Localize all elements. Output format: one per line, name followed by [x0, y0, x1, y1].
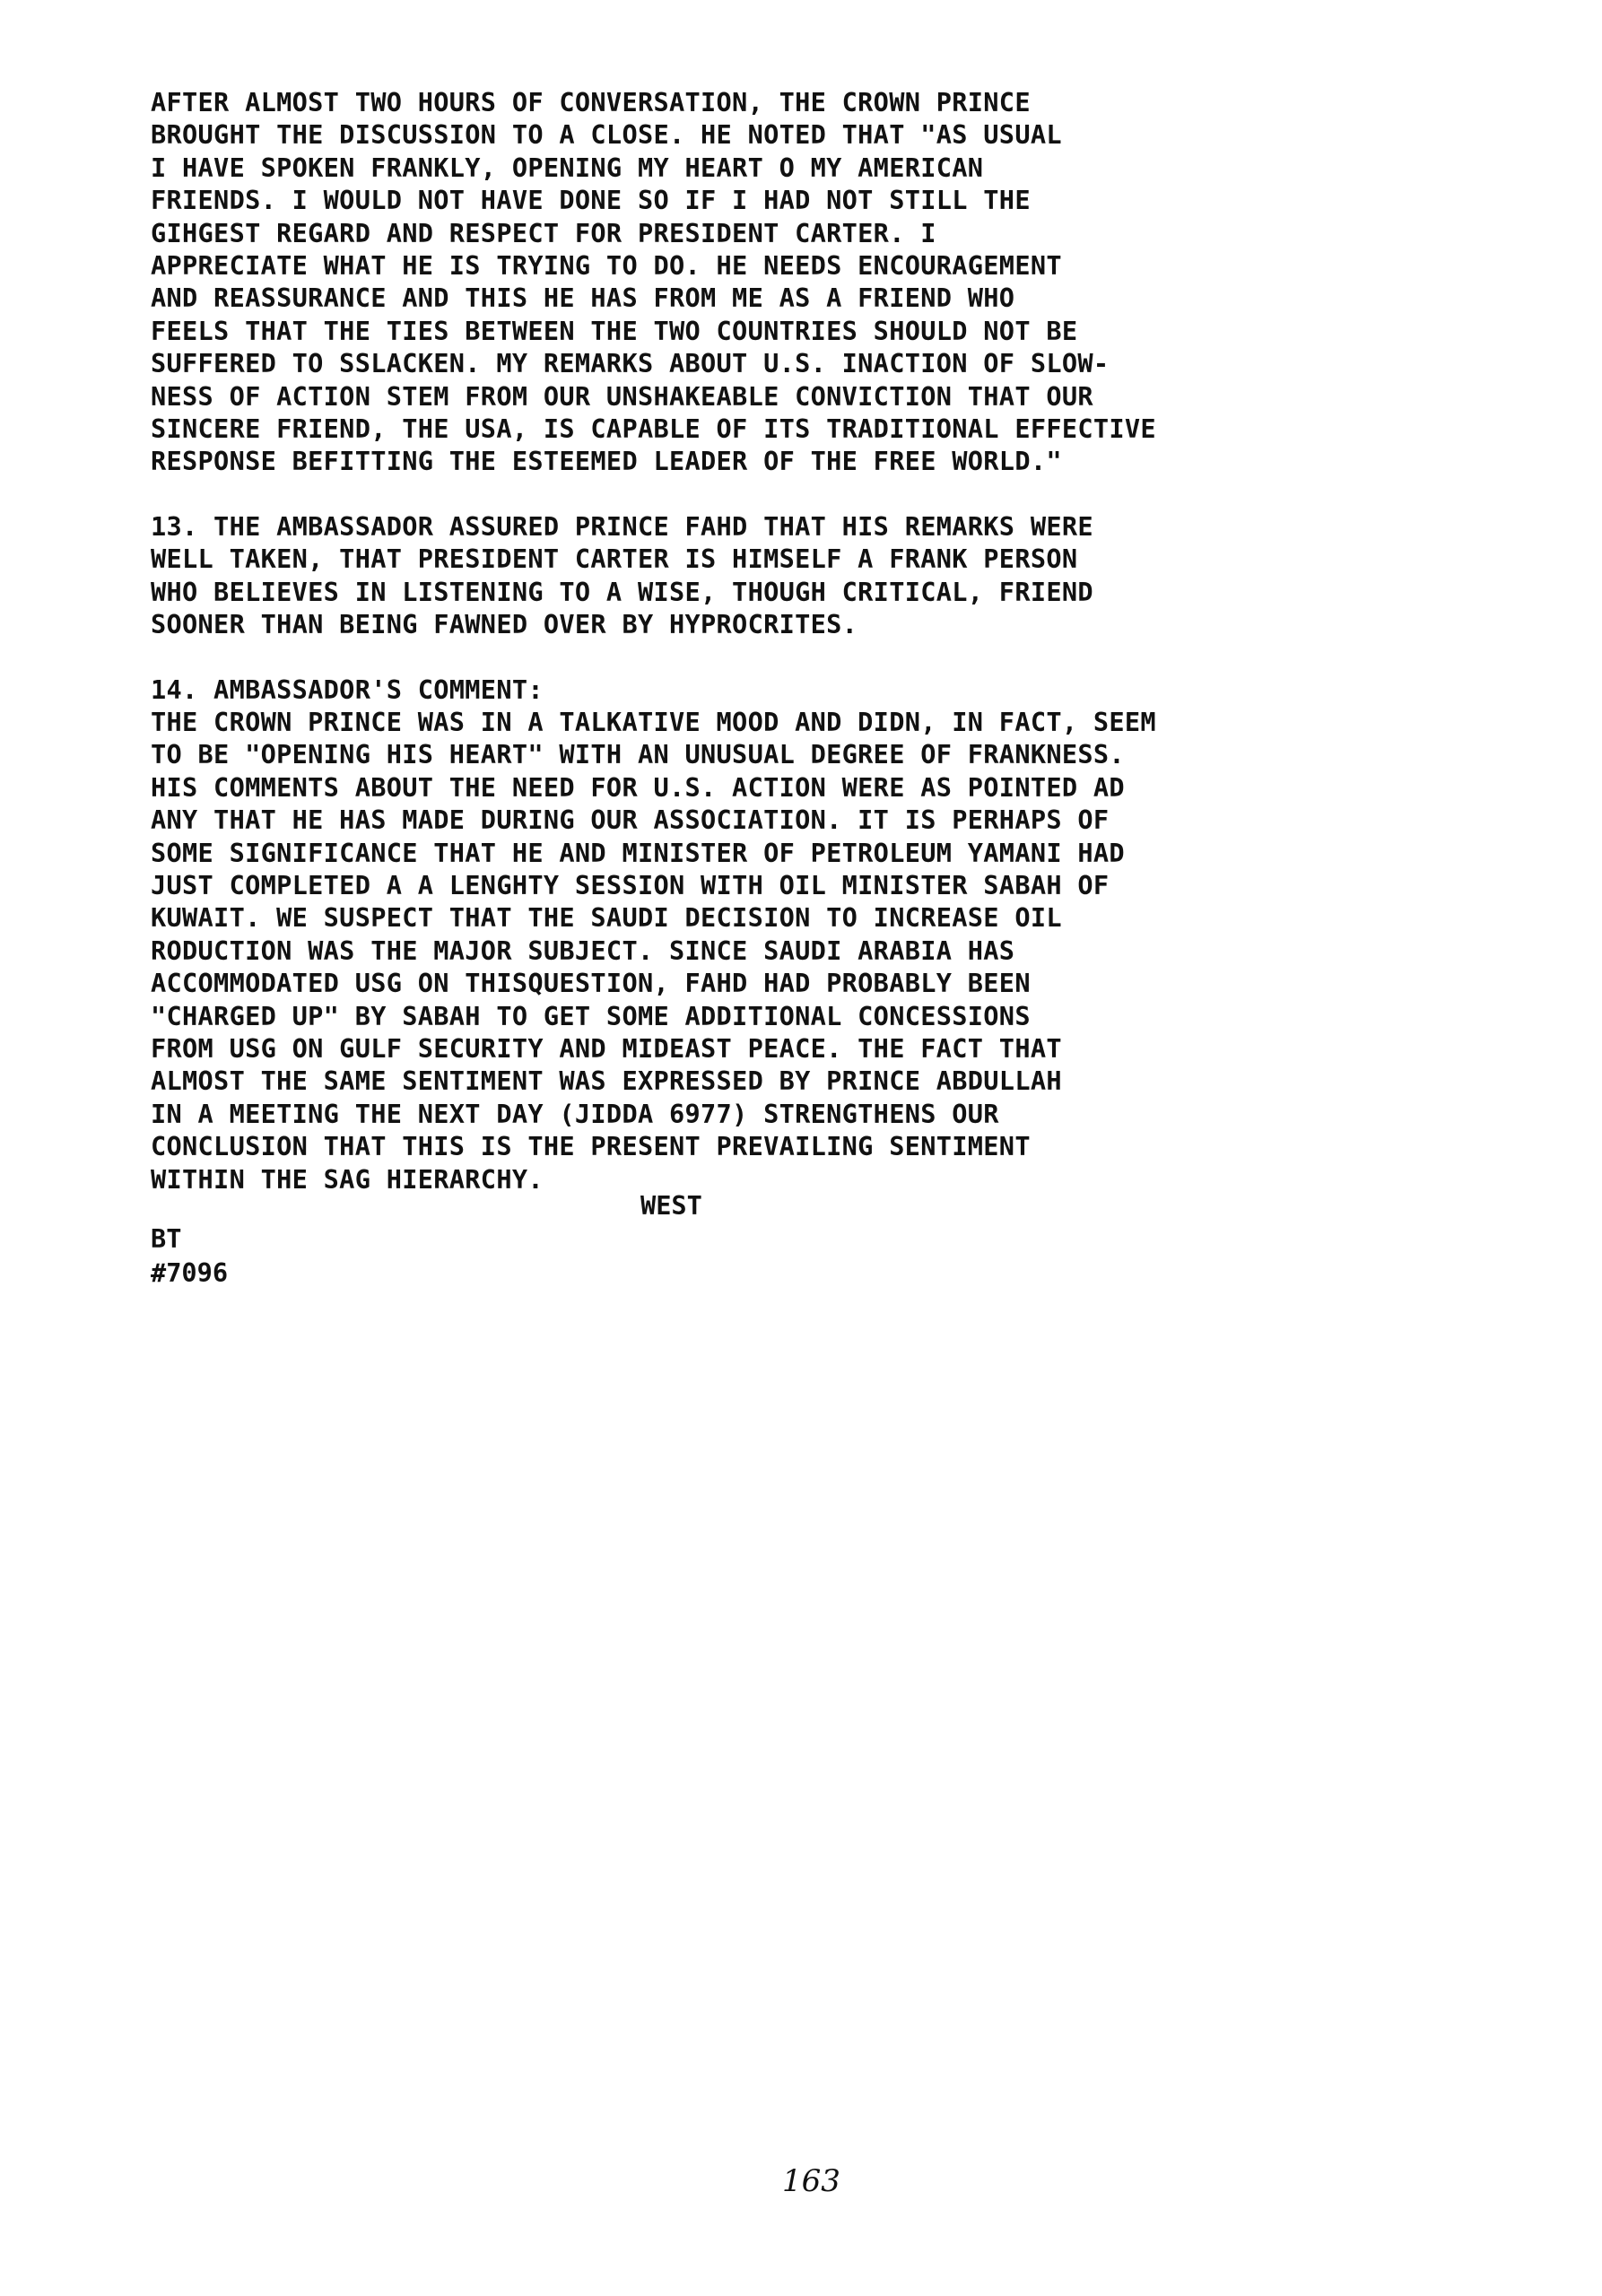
message-number: #7096	[151, 1257, 229, 1288]
text-line: AND REASSURANCE AND THIS HE HAS FROM ME AS A FRIEND WHO	[151, 283, 1015, 314]
signature: WEST	[640, 1190, 702, 1221]
text-line: NESS OF ACTION STEM FROM OUR UNSHAKEABLE CONVICTION THAT OUR	[151, 380, 1093, 412]
paragraph-crown-prince-statement	[151, 86, 1424, 478]
text-line: WHO BELIEVES IN LISTENING TO A WISE, THOUGH CRITICAL, FRIEND	[151, 576, 1093, 607]
text-line: CONCLUSION THAT THIS IS THE PRESENT PREVAILING SENTIMENT	[151, 1131, 1031, 1162]
text-line: 13. THE AMBASSADOR ASSURED PRINCE FAHD THAT HIS REMARKS WERE	[151, 510, 1093, 542]
text-line: FRIENDS. I WOULD NOT HAVE DONE SO IF I HAD NOT STILL THE	[151, 185, 1031, 216]
text-line: I HAVE SPOKEN FRANKLY, OPENING MY HEART O MY AMERICAN	[151, 152, 984, 183]
text-line: WELL TAKEN, THAT PRESIDENT CARTER IS HIMSELF A FRANK PERSON	[151, 544, 1078, 575]
paragraph-13	[151, 510, 1424, 641]
text-line: THE CROWN PRINCE WAS IN A TALKATIVE MOOD AND DIDN, IN FACT, SEEM	[151, 706, 1156, 737]
paragraph-14-ambassador-comment	[151, 674, 1424, 1196]
page-number: 163	[782, 2163, 840, 2199]
text-line: ANY THAT HE HAS MADE DURING OUR ASSOCIATION. IT IS PERHAPS OF	[151, 804, 1110, 836]
text-line: ALMOST THE SAME SENTIMENT WAS EXPRESSED BY PRINCE ABDULLAH	[151, 1065, 1062, 1097]
text-line: AFTER ALMOST TWO HOURS OF CONVERSATION, THE CROWN PRINCE	[151, 87, 1031, 117]
text-line: FEELS THAT THE TIES BETWEEN THE TWO COUNTRIES SHOULD NOT BE	[151, 315, 1078, 346]
text-line: SOME SIGNIFICANCE THAT HE AND MINISTER OF PETROLEUM YAMANI HAD	[151, 837, 1125, 868]
break-marker: BT	[151, 1223, 182, 1254]
text-line: RODUCTION WAS THE MAJOR SUBJECT. SINCE SAUDI ARABIA HAS	[151, 935, 1015, 966]
text-line: APPRECIATE WHAT HE IS TRYING TO DO. HE NEEDS ENCOURAGEMENT	[151, 250, 1062, 282]
text-line: HIS COMMENTS ABOUT THE NEED FOR U.S. ACTION WERE AS POINTED AD	[151, 771, 1125, 803]
text-line: GIHGEST REGARD AND RESPECT FOR PRESIDENT CARTER. I	[151, 217, 936, 248]
text-line: SOONER THAN BEING FAWNED OVER BY HYPROCRITES.	[151, 609, 858, 640]
text-line: "CHARGED UP" BY SABAH TO GET SOME ADDITIONAL CONCESSIONS	[151, 1000, 1031, 1031]
text-line: TO BE "OPENING HIS HEART" WITH AN UNUSUAL DEGREE OF FRANKNESS.	[151, 739, 1125, 770]
message-trailer	[151, 1222, 228, 1290]
text-line: ACCOMMODATED USG ON THISQUESTION, FAHD HAD PROBABLY BEEN	[151, 968, 1031, 999]
text-line: 14. AMBASSADOR'S COMMENT:	[151, 674, 544, 705]
cable-text	[151, 86, 1424, 1196]
text-line: JUST COMPLETED A A LENGHTY SESSION WITH OIL MINISTER SABAH OF	[151, 869, 1110, 900]
text-line: RESPONSE BEFITTING THE ESTEEMED LEADER OF THE FREE WORLD."	[151, 446, 1062, 477]
text-line: KUWAIT. WE SUSPECT THAT THE SAUDI DECISION TO INCREASE OIL	[151, 902, 1062, 934]
text-line: WITHIN THE SAG HIERARCHY.	[151, 1163, 544, 1195]
text-line: IN A MEETING THE NEXT DAY (JIDDA 6977) STRENGTHENS OUR	[151, 1098, 999, 1129]
text-line: FROM USG ON GULF SECURITY AND MIDEAST PEACE. THE FACT THAT	[151, 1032, 1062, 1064]
text-line: SUFFERED TO SSLACKEN. MY REMARKS ABOUT U.S. INACTION OF SLOW-	[151, 348, 1110, 379]
text-line: SINCERE FRIEND, THE USA, IS CAPABLE OF ITS TRADITIONAL EFFECTIVE	[151, 413, 1156, 445]
text-line: BROUGHT THE DISCUSSION TO A CLOSE. HE NOTED THAT "AS USUAL	[151, 119, 1062, 151]
